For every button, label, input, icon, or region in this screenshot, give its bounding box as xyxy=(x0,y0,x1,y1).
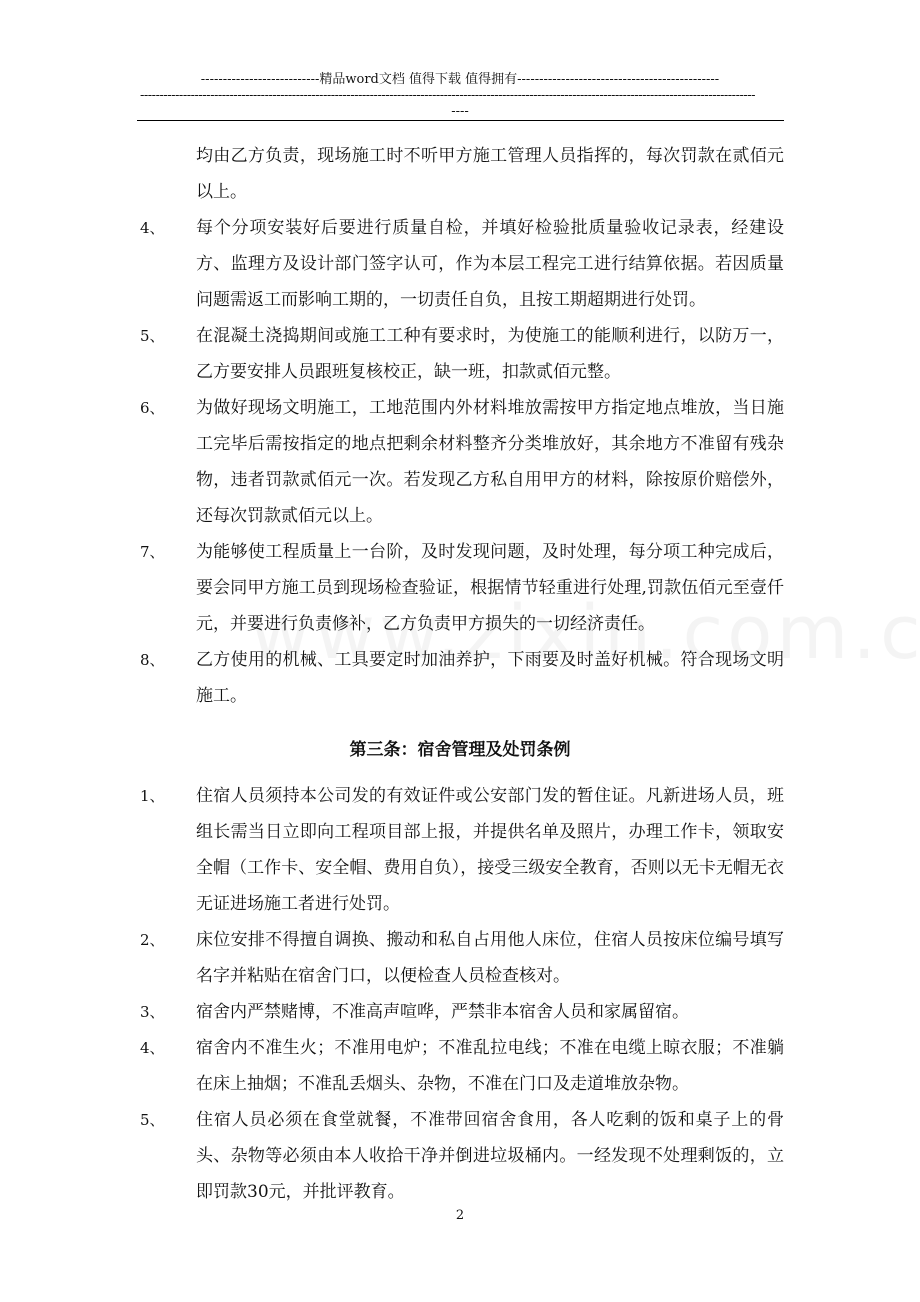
item-number: 8、 xyxy=(140,651,165,669)
item-text: 宿舍内不准生火；不准用电炉；不准乱拉电线；不准在电缆上晾衣服；不准躺在床上抽烟；不准乱丢烟头、杂物，不准在门口及走道堆放杂物。 xyxy=(196,1038,784,1094)
item-text: 住宿人员必须在食堂就餐，不准带回宿舍食用，各人吃剩的饭和桌子上的骨头、杂物等必须由本人收拾干净并倒进垃圾桶内。一经发现不处理剩饭的，立即罚款30元，并批评教育。 xyxy=(196,1110,784,1202)
item-number: 3、 xyxy=(140,1003,165,1021)
item-number: 7、 xyxy=(140,543,165,561)
section-heading: 第三条：宿舍管理及处罚条例 xyxy=(349,740,571,760)
item-number: 2、 xyxy=(140,931,165,949)
item-number: 4、 xyxy=(140,1039,165,1057)
item-text: 住宿人员须持本公司发的有效证件或公安部门发的暂住证。凡新进场人员，班组长需当日立即向工程项目部上报，并提供名单及照片，办理工作卡，领取安全帽（工作卡、安全帽、费用自负），接受三级安全教育，否则以无卡无帽无衣无证进场施工者进行处罚。 xyxy=(196,786,784,914)
item-text: 为能够使工程质量上一台阶，及时发现问题，及时处理，每分项工种完成后，要会同甲方施工员到现场检查验证，根据情节轻重进行处理,罚款伍佰元至壹仟元，并要进行负责修补，乙方负责甲方损失的一切经济责任。 xyxy=(196,542,784,634)
item-number: 5、 xyxy=(140,327,165,345)
page-number: 2 xyxy=(455,1208,465,1223)
item-text: 在混凝土浇捣期间或施工工种有要求时，为使施工的能顺利进行，以防万一，乙方要安排人员跟班复核校正，缺一班，扣款贰佰元整。 xyxy=(196,326,784,382)
header-dash-tail: ---- xyxy=(451,104,469,119)
item-text: 床位安排不得擅自调换、搬动和私自占用他人床位，住宿人员按床位编号填写名字并粘贴在宿舍门口，以便检查人员检查核对。 xyxy=(196,930,784,986)
header-dash-line: -------------------------------------------------------------------------------------------------------------------------------------------------------------- xyxy=(140,88,756,103)
item-number: 6、 xyxy=(140,399,165,417)
item-number: 5、 xyxy=(140,1111,165,1129)
item-text: 为做好现场文明施工，工地范围内外材料堆放需按甲方指定地点堆放，当日施工完毕后需按指定的地点把剩余材料整齐分类堆放好，其余地方不准留有残杂物，违者罚款贰佰元一次。若发现乙方私自用甲方的材料，除按原价赔偿外，还每次罚款贰佰元以上。 xyxy=(196,398,784,526)
item-text: 乙方使用的机械、工具要定时加油养护，下雨要及时盖好机械。符合现场文明施工。 xyxy=(196,650,784,706)
item-text: 宿舍内严禁赌博，不准高声喧哗，严禁非本宿舍人员和家属留宿。 xyxy=(196,1002,689,1022)
header-rule xyxy=(137,120,784,121)
item-number: 1、 xyxy=(140,787,165,805)
item-number: 4、 xyxy=(140,219,165,237)
header-banner: ---------------------------精品word文档 值得下载 值得拥有---------------------------------------------- xyxy=(200,72,720,87)
item-text: 每个分项安装好后要进行质量自检，并填好检验批质量验收记录表，经建设方、监理方及设计部门签字认可，作为本层工程完工进行结算依据。若因质量问题需返工而影响工期的，一切责任自负，且按工期超期进行处罚。 xyxy=(196,218,784,310)
paragraph-text: 均由乙方负责，现场施工时不听甲方施工管理人员指挥的，每次罚款在贰佰元以上。 xyxy=(196,146,784,202)
